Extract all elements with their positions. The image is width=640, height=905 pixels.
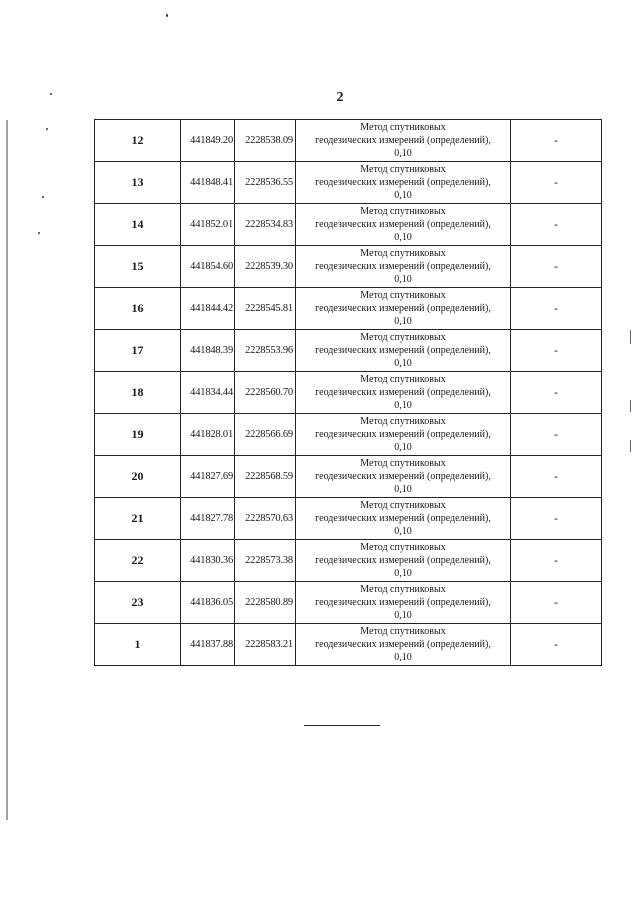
method-cell xyxy=(296,624,511,666)
method-text-line: Метод спутниковых xyxy=(360,416,446,427)
method-text-line: геодезических измерений (определений), xyxy=(315,513,491,524)
method-text-line: геодезических измерений (определений), xyxy=(315,135,491,146)
method-text-line: Метод спутниковых xyxy=(360,164,446,175)
point-number-cell: 23 xyxy=(95,582,181,624)
x-coordinate-cell: 441836.05 xyxy=(181,582,235,624)
note-cell: - xyxy=(511,330,602,372)
table-row xyxy=(95,162,602,204)
method-text-line: Метод спутниковых xyxy=(360,290,446,301)
x-coordinate-cell: 441844.42 xyxy=(181,288,235,330)
scan-speck xyxy=(42,196,44,198)
method-text-line: Метод спутниковых xyxy=(360,458,446,469)
method-text-line: Метод спутниковых xyxy=(360,374,446,385)
table-row xyxy=(95,246,602,288)
table-row xyxy=(95,120,602,162)
method-cell xyxy=(296,288,511,330)
x-coordinate-cell: 441827.69 xyxy=(181,456,235,498)
y-coordinate-cell: 2228583.21 xyxy=(235,624,296,666)
x-coordinate-cell: 441852.01 xyxy=(181,204,235,246)
point-number-cell: 15 xyxy=(95,246,181,288)
method-text-line: Метод спутниковых xyxy=(360,584,446,595)
y-coordinate-cell: 2228570.63 xyxy=(235,498,296,540)
method-text-line: 0,10 xyxy=(394,610,412,621)
method-text-line: 0,10 xyxy=(394,526,412,537)
note-cell: - xyxy=(511,456,602,498)
scan-mark xyxy=(630,330,631,344)
note-cell: - xyxy=(511,246,602,288)
note-cell: - xyxy=(511,540,602,582)
y-coordinate-cell: 2228553.96 xyxy=(235,330,296,372)
scan-speck xyxy=(166,14,168,17)
method-cell xyxy=(296,246,511,288)
scan-edge-shadow xyxy=(6,120,8,820)
point-number-cell: 21 xyxy=(95,498,181,540)
x-coordinate-cell: 441830.36 xyxy=(181,540,235,582)
note-cell: - xyxy=(511,498,602,540)
method-text-line: геодезических измерений (определений), xyxy=(315,177,491,188)
method-text-line: 0,10 xyxy=(394,232,412,243)
method-text-line: Метод спутниковых xyxy=(360,500,446,511)
table-row xyxy=(95,540,602,582)
y-coordinate-cell: 2228545.81 xyxy=(235,288,296,330)
table-row xyxy=(95,372,602,414)
method-text-line: 0,10 xyxy=(394,148,412,159)
table-row xyxy=(95,624,602,666)
y-coordinate-cell: 2228580.89 xyxy=(235,582,296,624)
table-row xyxy=(95,582,602,624)
method-cell xyxy=(296,372,511,414)
note-cell: - xyxy=(511,288,602,330)
point-number-cell: 12 xyxy=(95,120,181,162)
method-cell xyxy=(296,162,511,204)
x-coordinate-cell: 441837.88 xyxy=(181,624,235,666)
y-coordinate-cell: 2228539.30 xyxy=(235,246,296,288)
point-number-cell: 17 xyxy=(95,330,181,372)
table-row xyxy=(95,414,602,456)
x-coordinate-cell: 441834.44 xyxy=(181,372,235,414)
method-text-line: Метод спутниковых xyxy=(360,122,446,133)
coordinates-table xyxy=(94,119,602,666)
page-number: 2 xyxy=(336,90,344,105)
y-coordinate-cell: 2228534.83 xyxy=(235,204,296,246)
method-text-line: Метод спутниковых xyxy=(360,332,446,343)
point-number-cell: 14 xyxy=(95,204,181,246)
method-text-line: геодезических измерений (определений), xyxy=(315,597,491,608)
method-text-line: геодезических измерений (определений), xyxy=(315,387,491,398)
point-number-cell: 18 xyxy=(95,372,181,414)
method-cell xyxy=(296,414,511,456)
point-number-cell: 16 xyxy=(95,288,181,330)
table-row xyxy=(95,498,602,540)
point-number-cell: 1 xyxy=(95,624,181,666)
method-text-line: 0,10 xyxy=(394,568,412,579)
point-number-cell: 20 xyxy=(95,456,181,498)
x-coordinate-cell: 441854.60 xyxy=(181,246,235,288)
note-cell: - xyxy=(511,624,602,666)
scan-speck xyxy=(38,232,40,234)
method-text-line: 0,10 xyxy=(394,484,412,495)
table-row xyxy=(95,456,602,498)
scan-mark xyxy=(630,440,631,452)
coordinates-table-body xyxy=(95,120,602,666)
y-coordinate-cell: 2228573.38 xyxy=(235,540,296,582)
scan-mark xyxy=(630,400,631,412)
method-text-line: геодезических измерений (определений), xyxy=(315,639,491,650)
method-text-line: Метод спутниковых xyxy=(360,248,446,259)
method-text-line: 0,10 xyxy=(394,190,412,201)
method-text-line: геодезических измерений (определений), xyxy=(315,345,491,356)
method-text-line: 0,10 xyxy=(394,400,412,411)
method-text-line: 0,10 xyxy=(394,442,412,453)
method-text-line: Метод спутниковых xyxy=(360,626,446,637)
method-text-line: 0,10 xyxy=(394,652,412,663)
method-cell xyxy=(296,582,511,624)
method-cell xyxy=(296,456,511,498)
y-coordinate-cell: 2228566.69 xyxy=(235,414,296,456)
method-text-line: 0,10 xyxy=(394,316,412,327)
method-cell xyxy=(296,498,511,540)
x-coordinate-cell: 441849.20 xyxy=(181,120,235,162)
method-cell xyxy=(296,330,511,372)
table-row xyxy=(95,288,602,330)
method-text-line: 0,10 xyxy=(394,358,412,369)
y-coordinate-cell: 2228560.70 xyxy=(235,372,296,414)
method-cell xyxy=(296,204,511,246)
x-coordinate-cell: 441848.39 xyxy=(181,330,235,372)
method-text-line: 0,10 xyxy=(394,274,412,285)
method-text-line: геодезических измерений (определений), xyxy=(315,555,491,566)
point-number-cell: 22 xyxy=(95,540,181,582)
point-number-cell: 13 xyxy=(95,162,181,204)
method-text-line: геодезических измерений (определений), xyxy=(315,219,491,230)
table-row xyxy=(95,204,602,246)
x-coordinate-cell: 441848.41 xyxy=(181,162,235,204)
method-cell xyxy=(296,120,511,162)
method-text-line: геодезических измерений (определений), xyxy=(315,303,491,314)
table-row xyxy=(95,330,602,372)
note-cell: - xyxy=(511,162,602,204)
method-text-line: геодезических измерений (определений), xyxy=(315,471,491,482)
method-cell xyxy=(296,540,511,582)
note-cell: - xyxy=(511,120,602,162)
x-coordinate-cell: 441828.01 xyxy=(181,414,235,456)
method-text-line: геодезических измерений (определений), xyxy=(315,429,491,440)
method-text-line: Метод спутниковых xyxy=(360,542,446,553)
method-text-line: Метод спутниковых xyxy=(360,206,446,217)
note-cell: - xyxy=(511,582,602,624)
note-cell: - xyxy=(511,204,602,246)
method-text-line: геодезических измерений (определений), xyxy=(315,261,491,272)
y-coordinate-cell: 2228536.55 xyxy=(235,162,296,204)
scan-speck xyxy=(46,128,48,130)
signature-line xyxy=(304,725,380,726)
y-coordinate-cell: 2228538.09 xyxy=(235,120,296,162)
point-number-cell: 19 xyxy=(95,414,181,456)
note-cell: - xyxy=(511,372,602,414)
y-coordinate-cell: 2228568.59 xyxy=(235,456,296,498)
note-cell: - xyxy=(511,414,602,456)
x-coordinate-cell: 441827.78 xyxy=(181,498,235,540)
